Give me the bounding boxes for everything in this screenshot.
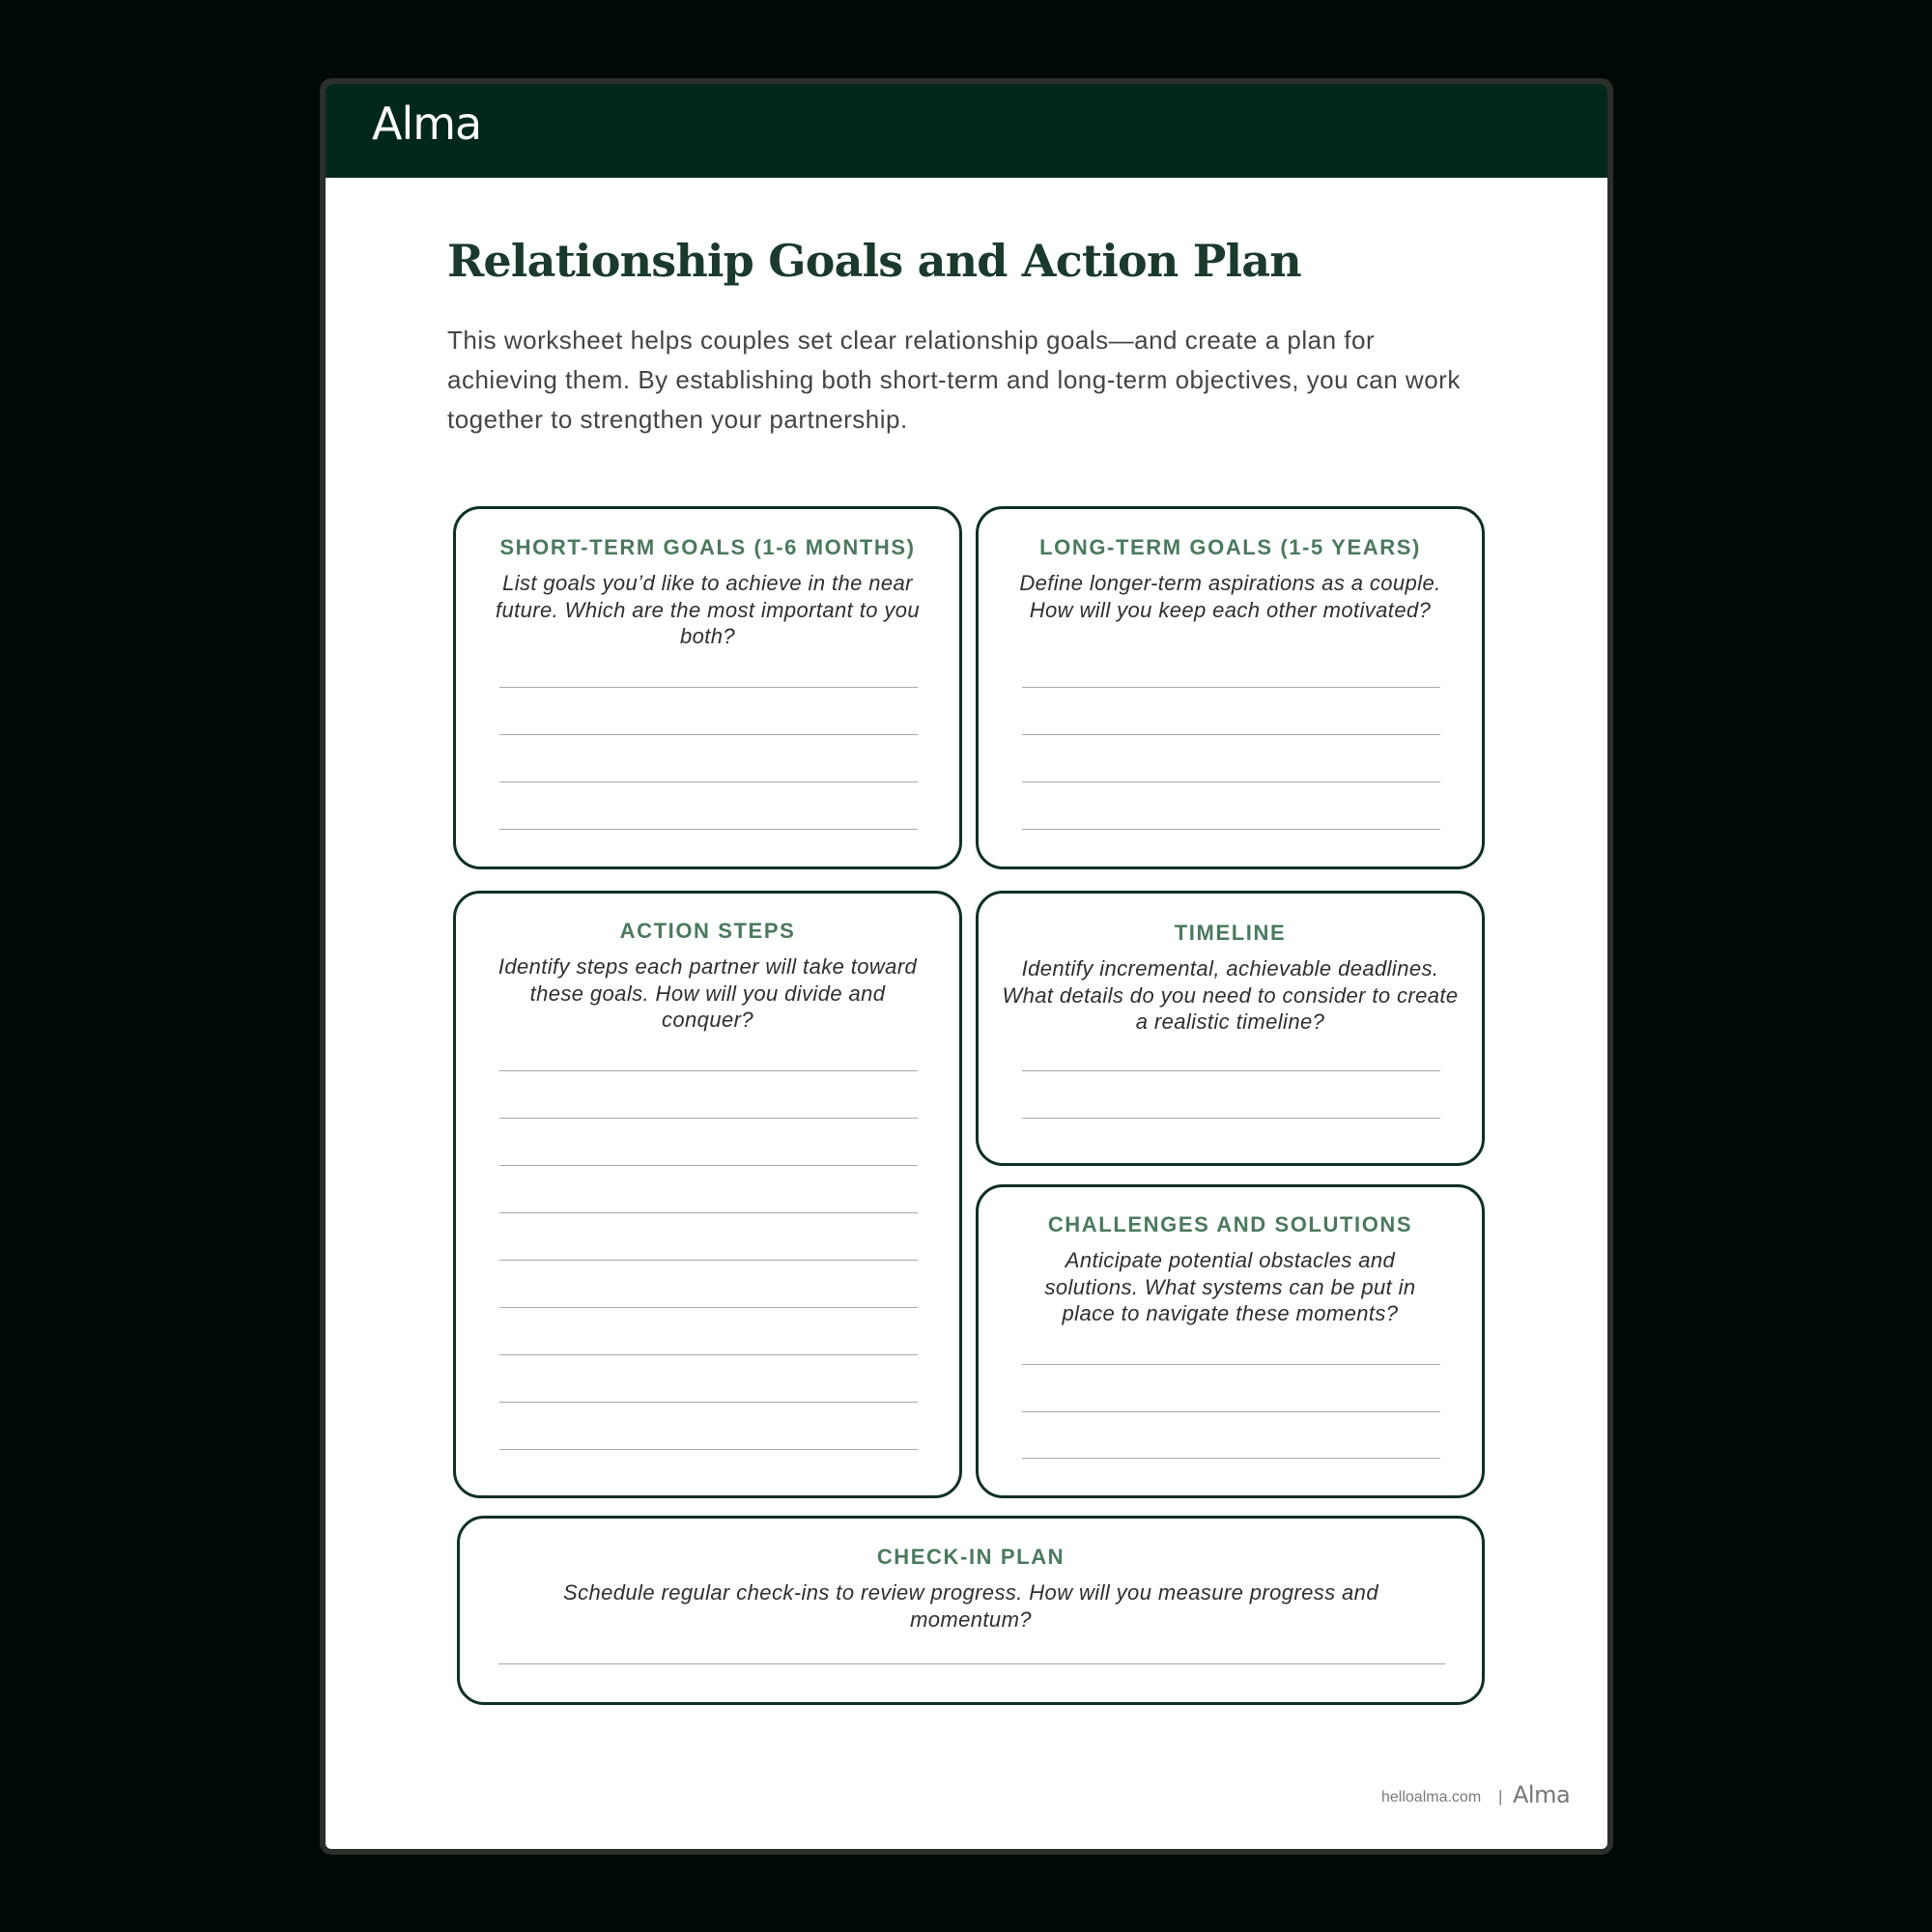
writing-line[interactable]	[499, 1260, 918, 1261]
card-description: Identify steps each partner will take toward these goals. How will you divide and conquer?	[497, 954, 918, 1032]
card-challenges-solutions	[976, 1184, 1485, 1498]
writing-line[interactable]	[499, 829, 918, 830]
card-description: Schedule regular check-ins to review progress. How will you measure progress and momentum?	[563, 1580, 1378, 1632]
intro-paragraph: This worksheet helps couples set clear relationship goals—and create a plan for achieving them. By establishing both short-term and long-term objectives, you can work together to strengthen your partnership.	[447, 326, 1461, 434]
writing-line[interactable]	[499, 734, 918, 735]
card-description: Identify incremental, achievable deadlines. What details do you need to consider to create a realistic timeline?	[1002, 956, 1459, 1034]
card-title: SHORT-TERM GOALS (1-6 MONTHS)	[499, 535, 916, 559]
footer-separator: |	[1498, 1787, 1503, 1805]
writing-line[interactable]	[499, 1212, 918, 1213]
card-description: Define longer-term aspirations as a couple. How will you keep each other motivated?	[1019, 571, 1441, 622]
card-long-term-goals	[976, 506, 1485, 869]
card-title: CHALLENGES AND SOLUTIONS	[1047, 1212, 1413, 1236]
writing-line[interactable]	[1022, 1070, 1440, 1071]
writing-line[interactable]	[499, 1118, 918, 1119]
writing-line[interactable]	[1022, 1118, 1440, 1119]
card-title: LONG-TERM GOALS (1-5 YEARS)	[1039, 535, 1421, 559]
writing-line[interactable]	[499, 1402, 918, 1403]
writing-line[interactable]	[499, 781, 918, 782]
writing-line[interactable]	[498, 1663, 1445, 1664]
footer-url[interactable]: helloalma.com	[1381, 1789, 1482, 1805]
card-title: CHECK-IN PLAN	[876, 1545, 1065, 1569]
writing-line[interactable]	[499, 1449, 918, 1450]
writing-line[interactable]	[499, 687, 918, 688]
writing-line[interactable]	[499, 1070, 918, 1071]
writing-line[interactable]	[499, 1354, 918, 1355]
writing-line[interactable]	[499, 1307, 918, 1308]
writing-line[interactable]	[1022, 687, 1440, 688]
footer-alma-logo: Alma	[1513, 1781, 1571, 1808]
writing-line[interactable]	[1022, 1458, 1440, 1459]
card-action-steps	[453, 891, 962, 1498]
writing-line[interactable]	[1022, 1411, 1440, 1412]
card-title: ACTION STEPS	[619, 919, 796, 943]
card-check-in-plan	[457, 1516, 1485, 1705]
worksheet-page	[326, 84, 1607, 1849]
writing-line[interactable]	[1022, 734, 1440, 735]
writing-line[interactable]	[499, 1165, 918, 1166]
page-title: Relationship Goals and Action Plan	[447, 235, 1301, 287]
writing-line[interactable]	[1022, 1364, 1440, 1365]
writing-line[interactable]	[1022, 829, 1440, 830]
writing-line[interactable]	[1022, 781, 1440, 782]
card-description: List goals you’d like to achieve in the near future. Which are the most important to you both?	[495, 571, 921, 648]
alma-logo: Alma	[372, 98, 482, 150]
card-title: TIMELINE	[1174, 921, 1287, 945]
page-header	[326, 84, 1607, 178]
card-description: Anticipate potential obstacles and solutions. What systems can be put in place to navigate these moments?	[1044, 1248, 1416, 1325]
card-short-term-goals	[453, 506, 962, 869]
card-timeline	[976, 891, 1485, 1166]
